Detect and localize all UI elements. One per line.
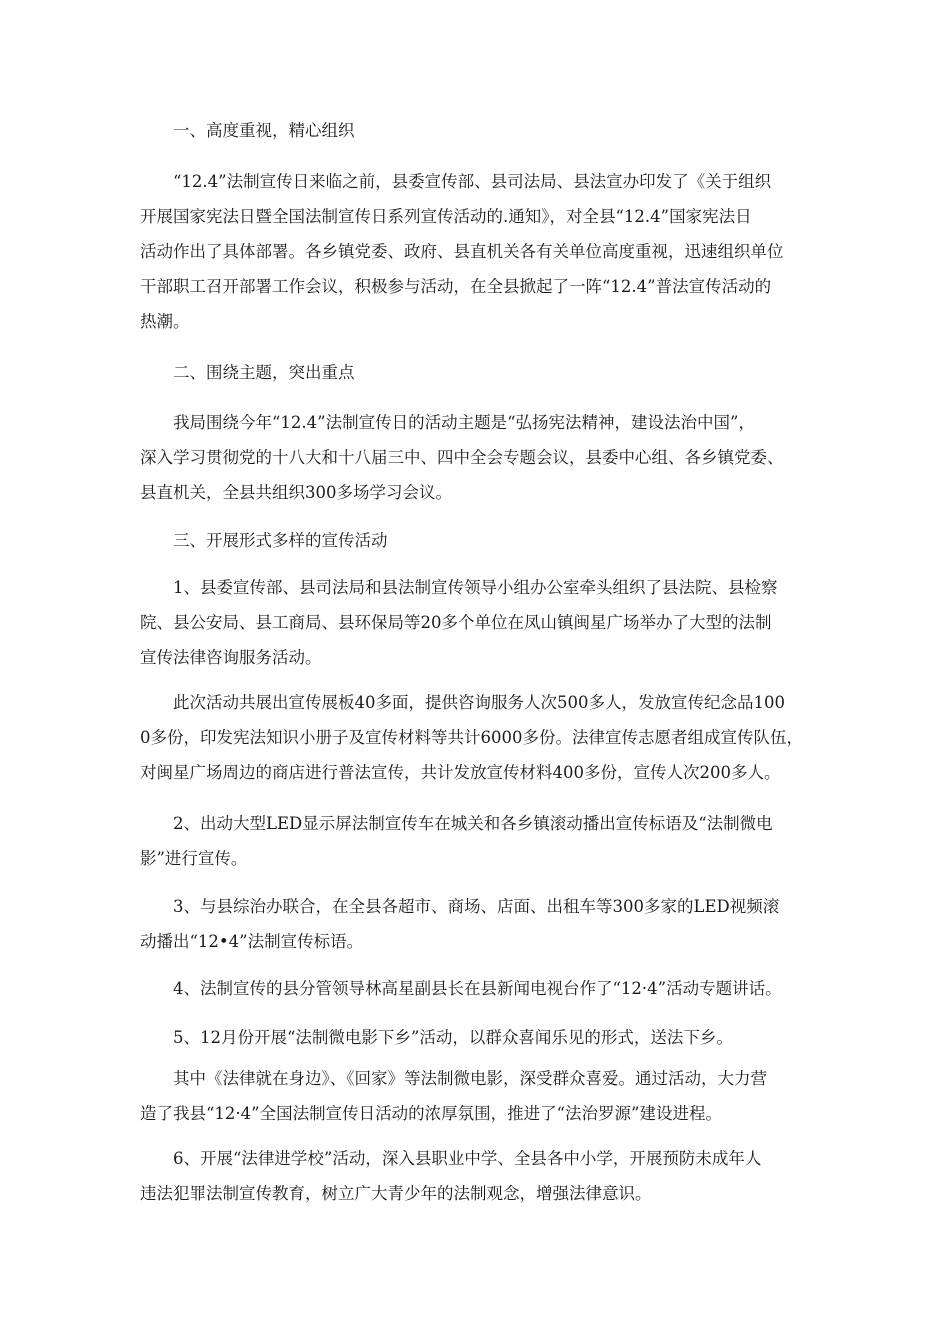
paragraph-3-3	[140, 806, 815, 876]
section-heading-3: 三、开展形式多样的宣传活动	[173, 531, 388, 550]
paragraph-line: 宣传法律咨询服务活动。	[140, 648, 322, 667]
paragraph-1-1	[140, 164, 815, 339]
paragraph-line: 我局围绕今年“12.4”法制宣传日的活动主题是“弘扬宪法精神，建设法治中国”，	[173, 413, 755, 432]
paragraph-line: 开展国家宪法日暨全国法制宣传日系列宣传活动的.通知》，对全县“12.4”国家宪法日	[140, 207, 752, 226]
paragraph-line: 干部职工召开部署工作会议，积极参与活动，在全县掀起了一阵“12.4”普法宣传活动的	[140, 277, 772, 296]
paragraph-line: “12.4”法制宣传日来临之前，县委宣传部、县司法局、县法宣办印发了《关于组织	[173, 172, 772, 191]
paragraph-line: 造了我县“12·4”全国法制宣传日活动的浓厚氛围，推进了“法治罗源”建设进程。	[140, 1104, 722, 1123]
paragraph-line: 院、县公安局、县工商局、县环保局等20多个单位在凤山镇闽星广场举办了大型的法制	[140, 613, 772, 632]
paragraph-line: 县直机关，全县共组织300多场学习会议。	[140, 483, 452, 502]
paragraph-line: 4、法制宣传的县分管领导林高星副县长在县新闻电视台作了“12·4”活动专题讲话。	[173, 979, 782, 998]
paragraph-3-2	[140, 685, 815, 790]
section-heading-2: 二、围绕主题，突出重点	[173, 363, 355, 382]
paragraph-3-6	[140, 1020, 815, 1055]
paragraph-3-8	[140, 1141, 815, 1211]
paragraph-line: 动播出“12•4”法制宣传标语。	[140, 932, 364, 951]
paragraph-2-1	[140, 405, 815, 510]
paragraph-line: 对闽星广场周边的商店进行普法宣传，共计发放宣传材料400多份，宣传人次200多人。	[140, 763, 781, 782]
paragraph-3-5	[140, 971, 815, 1006]
paragraph-line: 0多份，印发宪法知识小册子及宣传材料等共计6000多份。法律宣传志愿者组成宣传队伍，	[140, 728, 803, 747]
paragraph-line: 违法犯罪法制宣传教育，树立广大青少年的法制观念，增强法律意识。	[140, 1184, 652, 1203]
paragraph-line: 此次活动共展出宣传展板40多面，提供咨询服务人次500多人，发放宣传纪念品100	[173, 693, 785, 712]
paragraph-line: 2、出动大型LED显示屏法制宣传车在城关和各乡镇滚动播出宣传标语及“法制微电	[173, 814, 773, 833]
paragraph-line: 1、县委宣传部、县司法局和县法制宣传领导小组办公室牵头组织了县法院、县检察	[173, 578, 778, 597]
paragraph-line: 影”进行宣传。	[140, 849, 248, 868]
section-heading-1: 一、高度重视，精心组织	[173, 121, 355, 140]
paragraph-line: 其中《法律就在身边》、《回家》等法制微电影，深受群众喜爱。通过活动，大力营	[173, 1069, 767, 1088]
paragraph-line: 活动作出了具体部署。各乡镇党委、政府、县直机关各有关单位高度重视，迅速组织单位	[140, 242, 784, 261]
paragraph-line: 5、12月份开展“法制微电影下乡”活动，以群众喜闻乐见的形式，送法下乡。	[173, 1028, 733, 1047]
paragraph-3-4	[140, 889, 815, 959]
paragraph-3-1	[140, 570, 815, 675]
paragraph-line: 6、开展“法律进学校”活动，深入县职业中学、全县各中小学，开展预防未成年人	[173, 1149, 762, 1168]
paragraph-line: 热潮。	[140, 312, 190, 331]
paragraph-line: 3、与县综治办联合，在全县各超市、商场、店面、出租车等300多家的LED视频滚	[173, 897, 780, 916]
paragraph-3-7	[140, 1061, 815, 1131]
paragraph-line: 深入学习贯彻党的十八大和十八届三中、四中全会专题会议，县委中心组、各乡镇党委、	[140, 448, 784, 467]
